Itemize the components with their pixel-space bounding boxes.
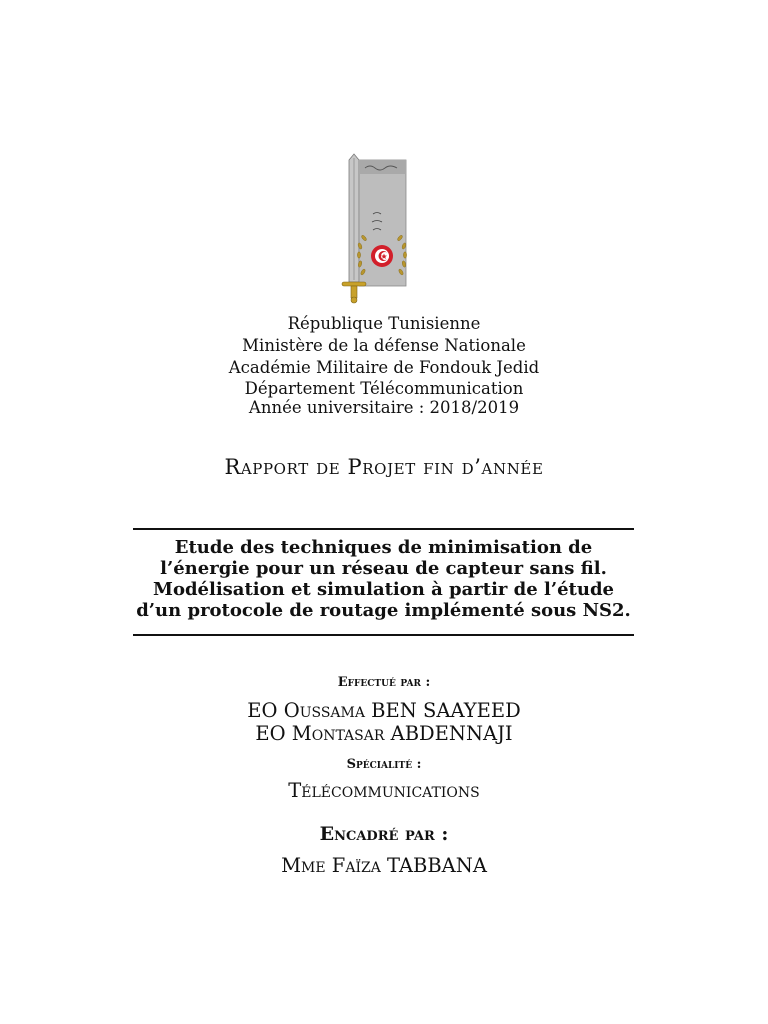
author-name: EO Oussama BEN SAAYEED bbox=[247, 699, 521, 722]
specialty-heading: Spécialité : bbox=[346, 757, 422, 772]
academic-year-line: Année universitaire : 2018/2019 bbox=[248, 398, 520, 417]
ministry-line: Ministère de la défense Nationale bbox=[242, 336, 526, 355]
institution-block bbox=[0, 313, 768, 417]
subject-line: d’un protocole de routage implémenté sous NS2. bbox=[136, 600, 631, 621]
subject-line: l’énergie pour un réseau de capteur sans fil. bbox=[160, 558, 607, 579]
authors-heading: Effectué par : bbox=[337, 675, 431, 690]
top-rule bbox=[133, 528, 634, 530]
author-name: EO Montasar ABDENNAJI bbox=[255, 722, 513, 745]
military-academy-logo-icon bbox=[339, 152, 411, 304]
subject-line: Etude des techniques de minimisation de bbox=[174, 537, 593, 558]
subject-title bbox=[133, 537, 634, 621]
specialty-value: Télécommunications bbox=[288, 779, 480, 802]
supervisor-heading: Encadré par : bbox=[319, 823, 449, 845]
academy-line: Académie Militaire de Fondouk Jedid bbox=[228, 358, 540, 377]
bottom-rule bbox=[133, 634, 634, 636]
republic-line: République Tunisienne bbox=[287, 314, 481, 333]
supervisor-name: Mme Faïza TABBANA bbox=[281, 854, 487, 877]
subject-line: Modélisation et simulation à partir de l’étude bbox=[153, 579, 614, 600]
department-line: Département Télécommunication bbox=[244, 379, 524, 398]
report-type-title: Rapport de Projet fin d’année bbox=[224, 455, 544, 479]
